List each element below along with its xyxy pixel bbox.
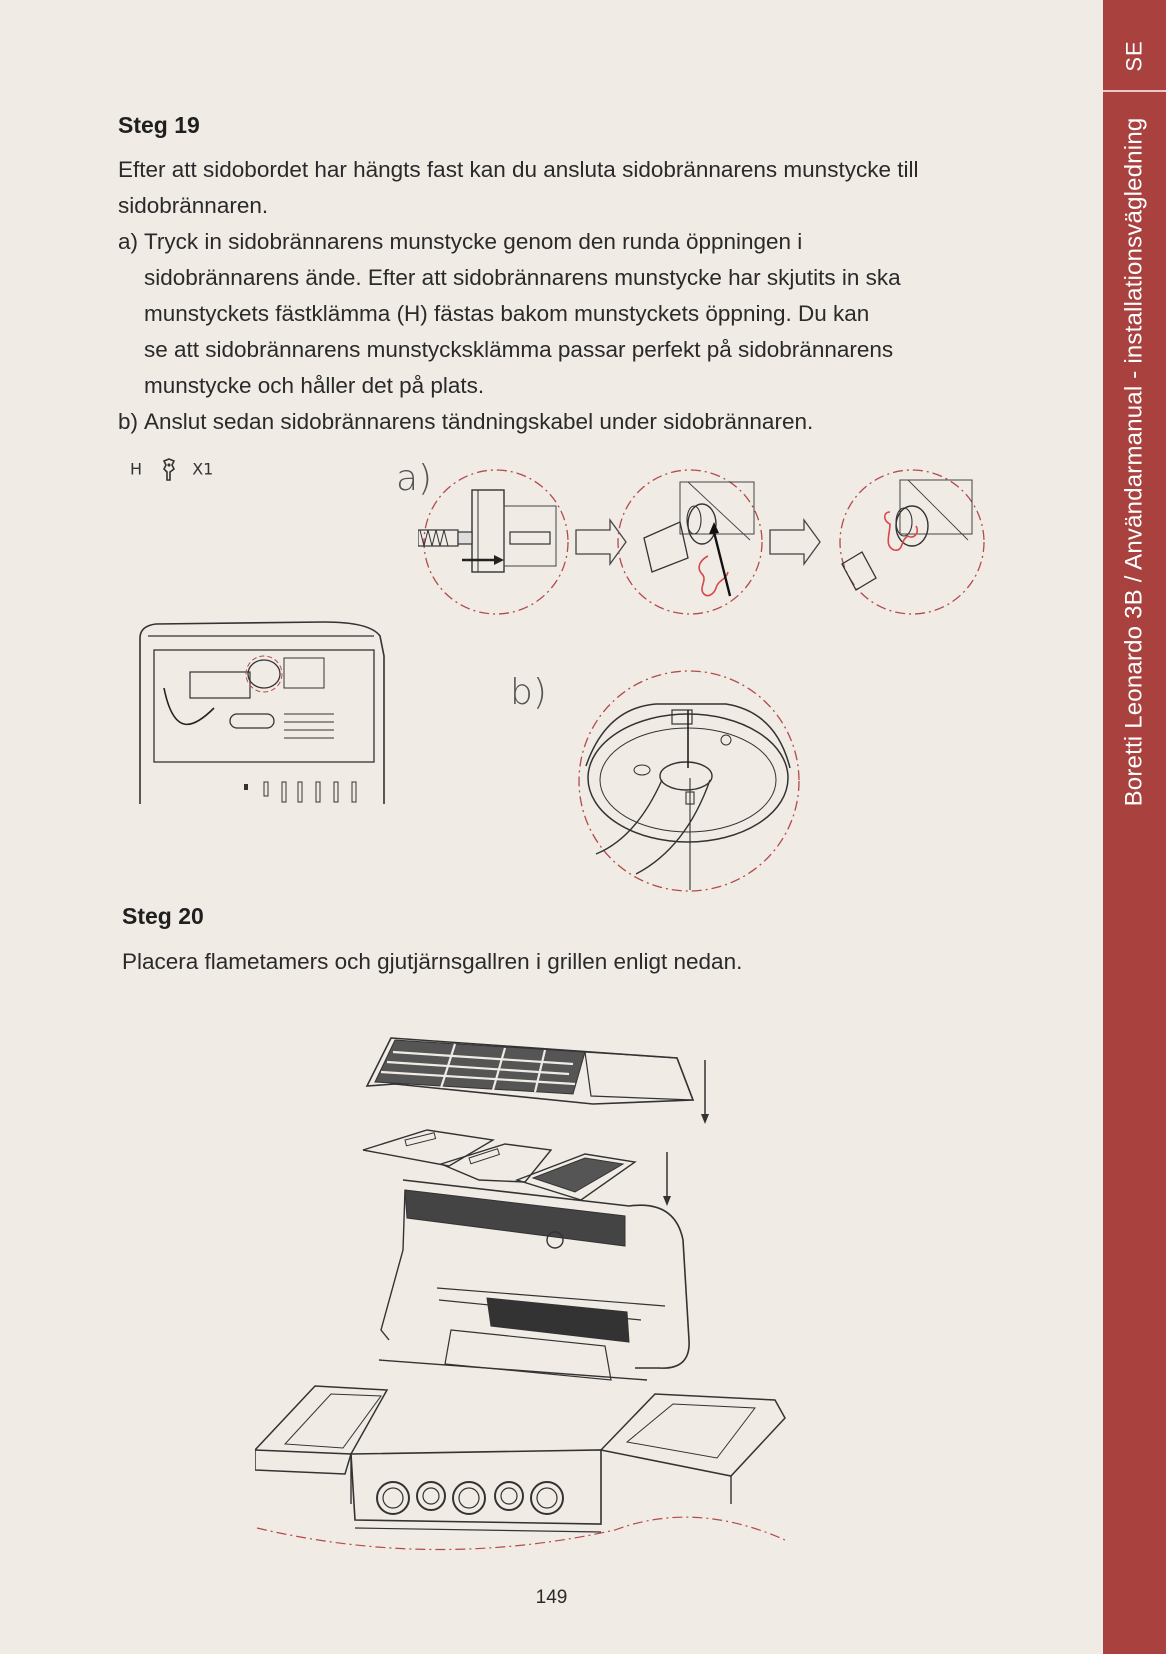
language-code: SE xyxy=(1121,40,1147,72)
figure-a-label: a) xyxy=(396,458,433,499)
item-a-line: sidobrännarens ände. Efter att sidobrännarens munstycke har skjutits in ska xyxy=(144,265,901,290)
step20-text: Placera flametamers och gjutjärnsgallren i grillen enligt nedan. xyxy=(122,949,743,974)
clip-icon xyxy=(161,458,177,482)
item-a-line: se att sidobrännarens munstycksklämma passar perfekt på sidobrännarens xyxy=(144,337,894,362)
step19-intro-line1: Efter att sidobordet har hängts fast kan du ansluta sidobrännarens munstycke till xyxy=(118,157,919,182)
flame-tamers xyxy=(363,1130,635,1200)
step19-heading: Steg 19 xyxy=(118,112,200,138)
item-a-line: munstycke och håller det på plats. xyxy=(144,373,485,398)
figure-a-detail-sequence xyxy=(418,460,1038,625)
item-b-text: Anslut sedan sidobrännarens tändningskabel under sidobrännaren. xyxy=(144,409,814,434)
step20-heading: Steg 20 xyxy=(122,903,204,929)
item-a-label: a) xyxy=(118,229,139,254)
grill-body xyxy=(379,1180,689,1380)
step19-intro-line2: sidobrännaren. xyxy=(118,193,269,218)
item-a-line: Tryck in sidobrännarens munstycke genom den runda öppningen i xyxy=(144,229,803,254)
grill-assembly-illustration xyxy=(255,1030,835,1570)
manual-title: Boretti Leonardo 3B / Användarmanual - installationsvägledning xyxy=(1120,117,1148,807)
step19-text xyxy=(118,152,1018,440)
parts-indicator xyxy=(130,458,213,482)
sidebar-divider xyxy=(1103,90,1166,92)
detail-circle-1 xyxy=(418,470,568,614)
direction-arrow xyxy=(770,520,820,564)
cast-iron-grate xyxy=(367,1038,693,1104)
figure-b-ignition-detail xyxy=(576,668,802,894)
item-b-label: b) xyxy=(118,409,139,434)
item-a-line: munstyckets fästklämma (H) fästas bakom munstyckets öppning. Du kan xyxy=(144,301,870,326)
step19-item-a xyxy=(118,224,1018,404)
part-quantity: X1 xyxy=(192,459,214,479)
part-letter: H xyxy=(130,459,143,479)
page-number: 149 xyxy=(535,1587,568,1608)
control-panel xyxy=(351,1450,601,1532)
figure-b-label: b) xyxy=(510,672,547,713)
step19-item-b xyxy=(118,404,1018,440)
detail-circle-2 xyxy=(618,470,762,614)
detail-circle-3 xyxy=(840,470,984,614)
figure-b-side-burner-overview xyxy=(134,618,396,806)
